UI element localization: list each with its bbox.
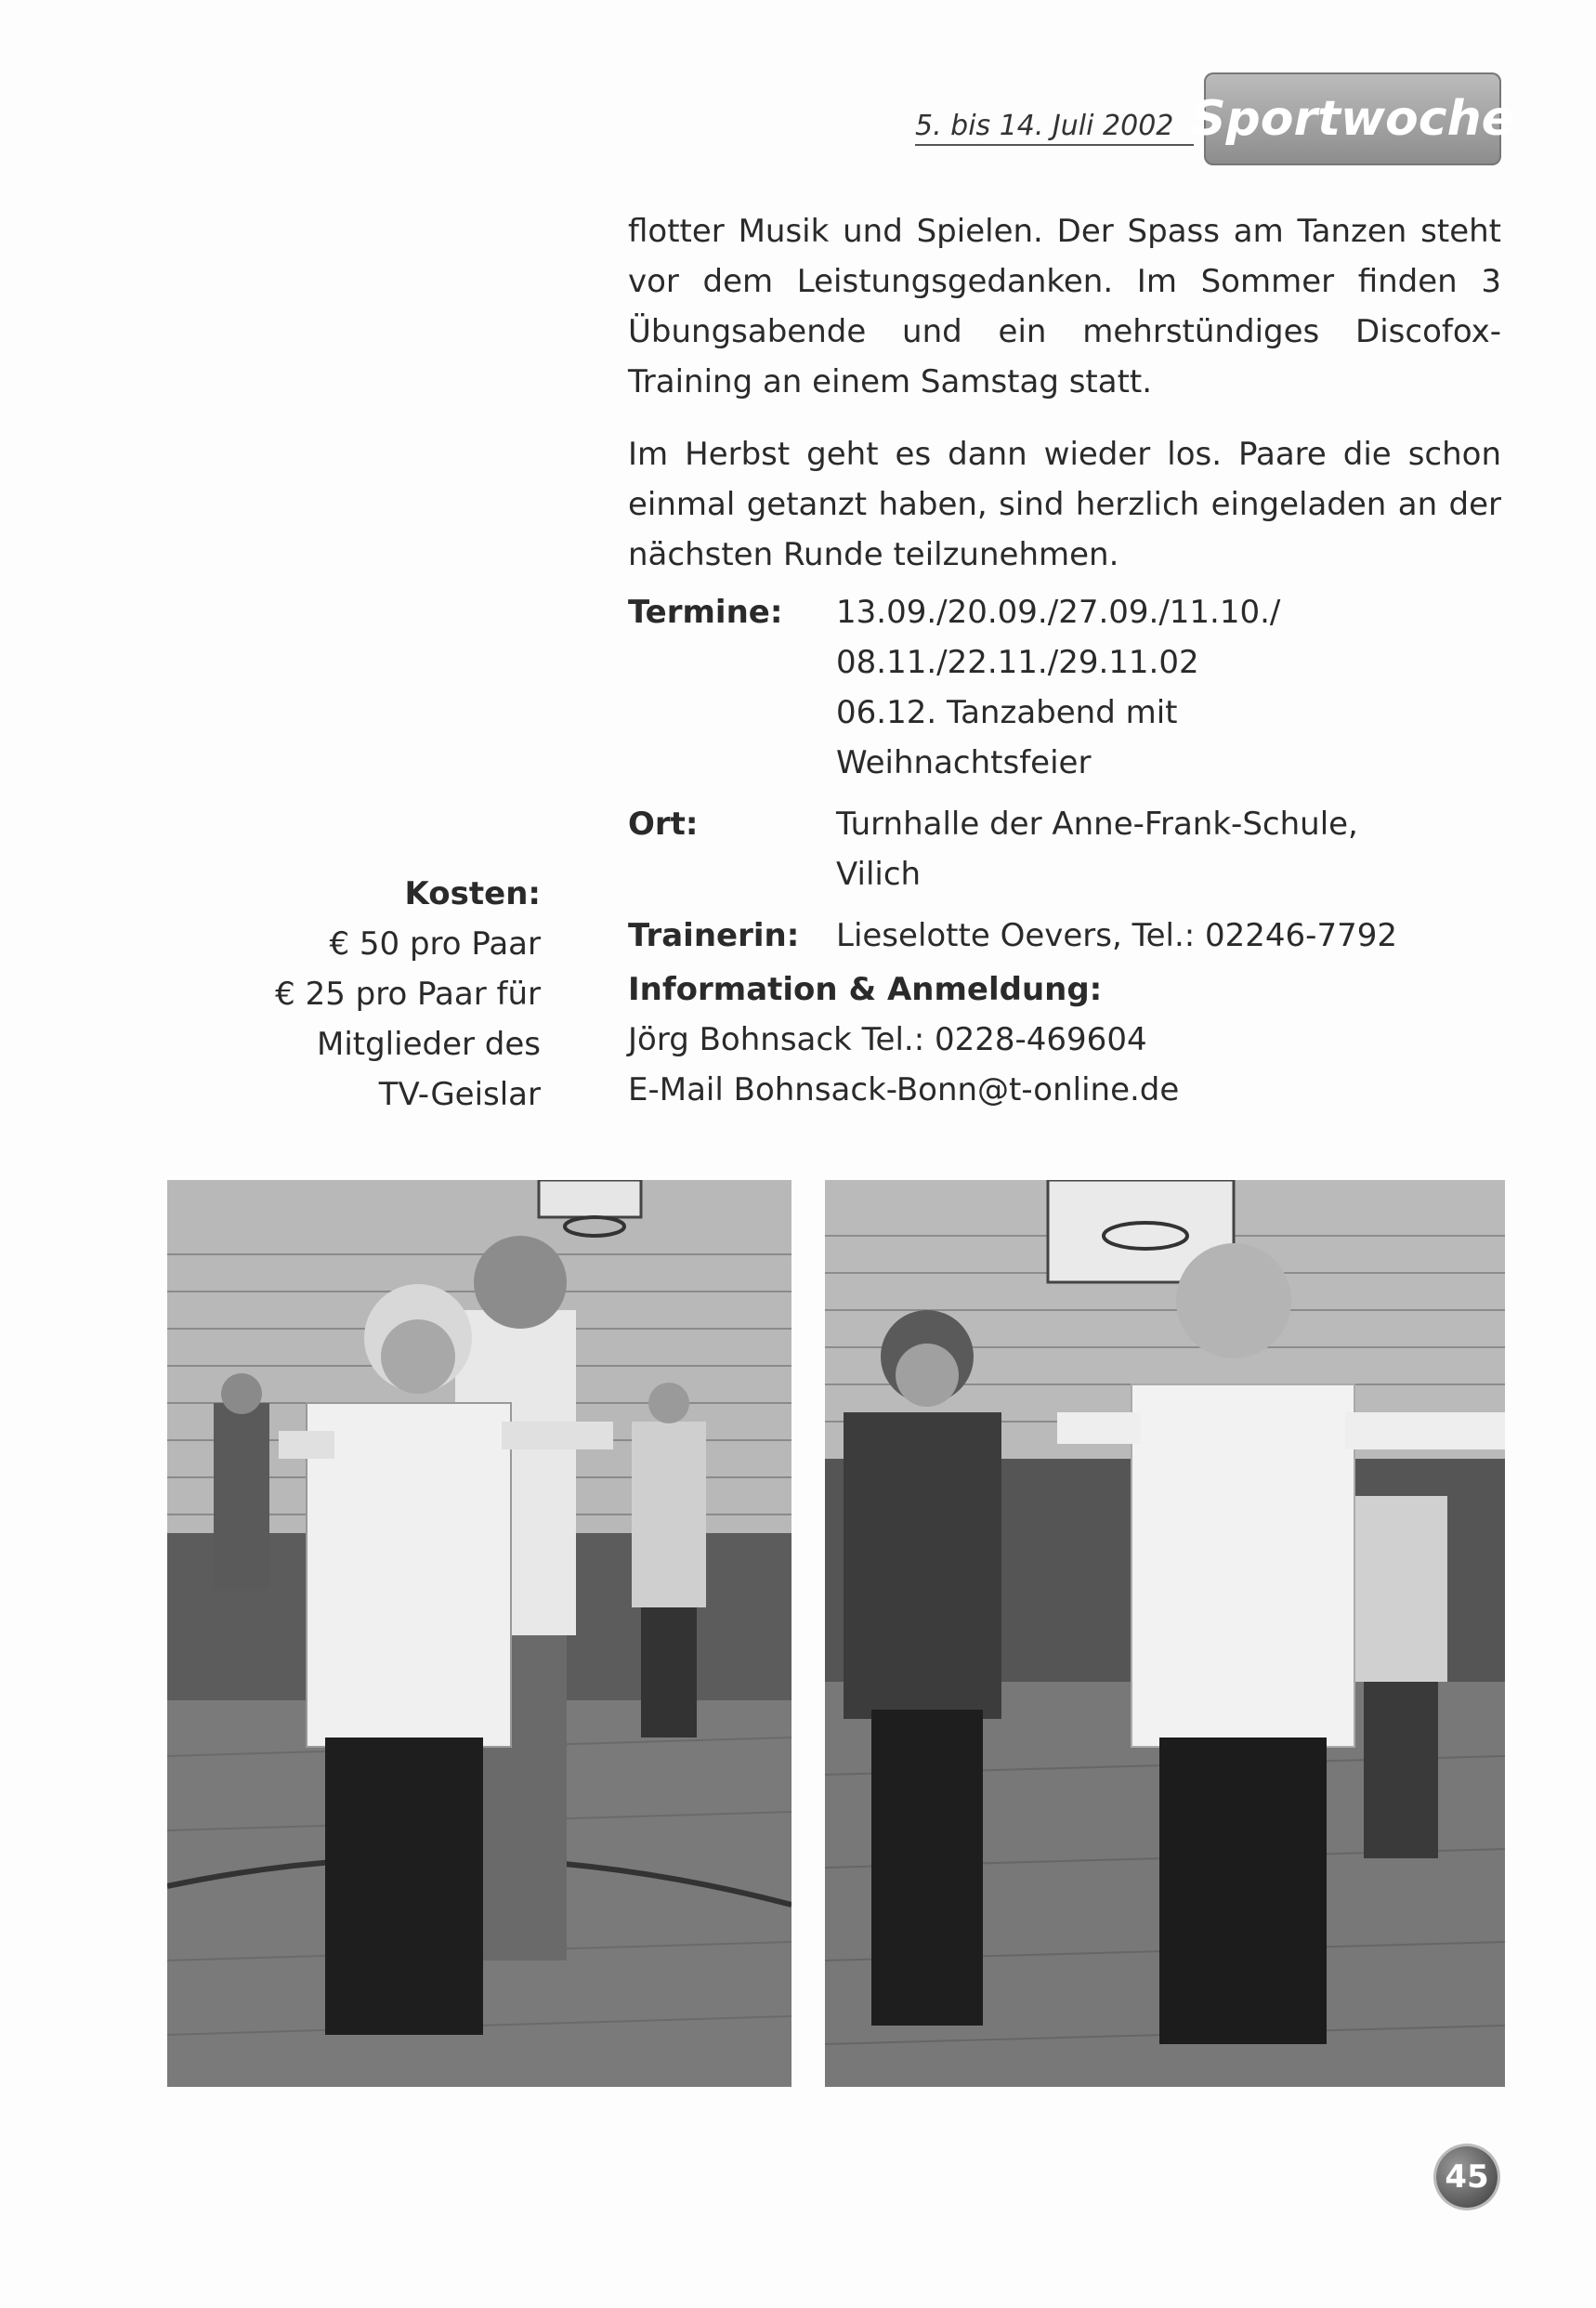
contact-email: E-Mail Bohnsack-Bonn@t-online.de	[628, 1071, 1180, 1108]
anmeldung-heading: Information & Anmeldung:	[628, 971, 1103, 1008]
kosten-line: TV-Geislar	[378, 1076, 541, 1113]
brand-logo	[1191, 72, 1514, 165]
termine-line: 13.09./20.09./27.09./11.10./	[836, 594, 1281, 631]
ort-line: Vilich	[836, 856, 922, 893]
body-paragraph-1: flotter Musik und Spielen. Der Spass am Tanzen steht vor dem Leistungsgedanken. Im Sommer finden 3 Übungsabende und ein mehrstündiges Discofox-Training an einem Samstag statt.	[628, 213, 1501, 400]
termine-line: Weihnachtsfeier	[836, 744, 1092, 781]
trainerin-value: Lieselotte Oevers, Tel.: 02246-7792	[836, 917, 1397, 954]
issue-date: 5. bis 14. Juli 2002	[915, 110, 1194, 146]
ort-row	[628, 799, 1501, 899]
trainerin-label: Trainerin:	[628, 917, 800, 954]
brand-label: Sportwoche	[1191, 91, 1514, 147]
kosten-line: Mitglieder des	[316, 1026, 541, 1063]
page-number-badge: 45	[1436, 2146, 1498, 2208]
kosten-line: € 50 pro Paar	[329, 925, 541, 963]
contact-phone: Jörg Bohnsack Tel.: 0228-469604	[628, 1021, 1147, 1058]
ort-label: Ort:	[628, 806, 699, 843]
ort-line: Turnhalle der Anne-Frank-Schule,	[836, 806, 1358, 843]
kosten-sidebar	[223, 869, 541, 1120]
termine-line: 06.12. Tanzabend mit	[836, 694, 1178, 731]
trainerin-row	[628, 911, 1501, 961]
photo-dancing-couple-right	[825, 1180, 1505, 2087]
termine-line: 08.11./22.11./29.11.02	[836, 644, 1199, 681]
kosten-label: Kosten:	[404, 875, 541, 912]
photo-dancing-couple-left	[167, 1180, 791, 2087]
termine-row	[628, 587, 1501, 788]
termine-value	[836, 587, 1501, 788]
kosten-line: € 25 pro Paar für	[275, 976, 541, 1013]
termine-label: Termine:	[628, 594, 783, 631]
body-paragraph-2: Im Herbst geht es dann wieder los. Paare die schon einmal getanzt haben, sind herzlich eingeladen an der nächsten Runde teilzunehmen.	[628, 436, 1501, 573]
info-block	[628, 587, 1501, 1115]
ort-value	[836, 799, 1501, 899]
